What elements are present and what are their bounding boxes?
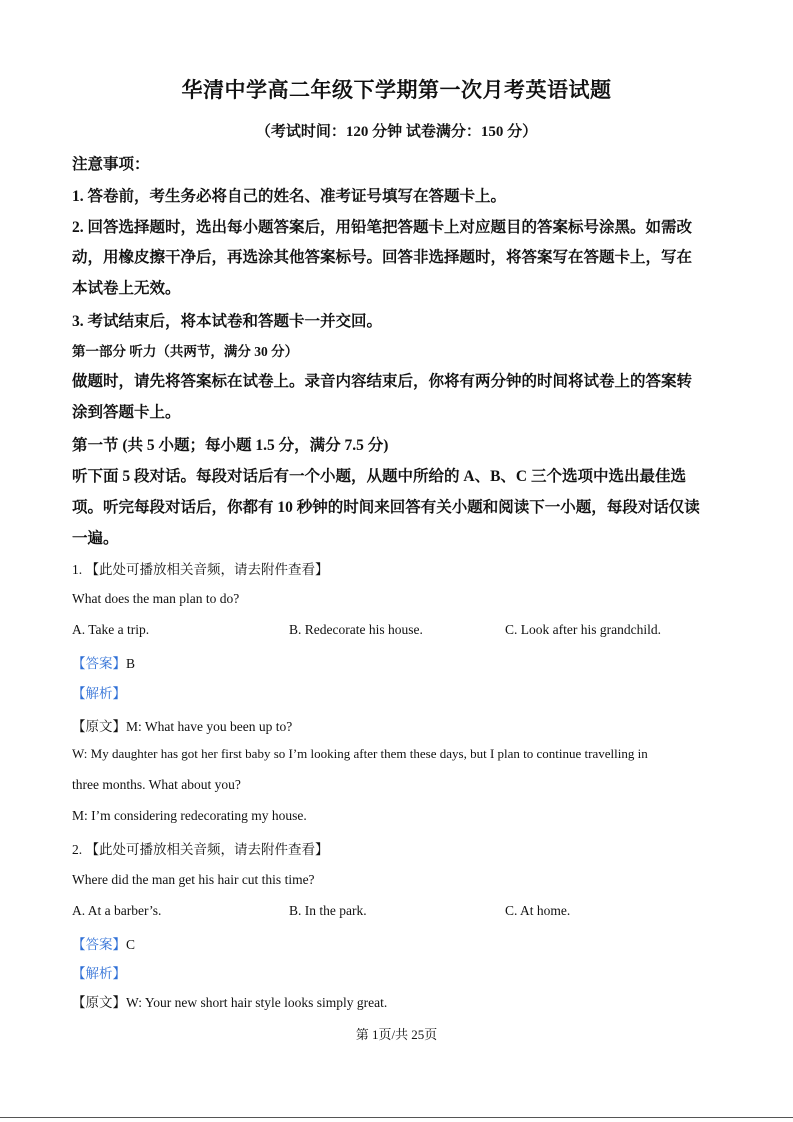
q1-transcript-line-2: W: My daughter has got her first baby so I’m looking after them these days, but I plan to continue travelling in	[72, 746, 648, 761]
q1-analysis-label: 【解析】	[72, 686, 126, 701]
q1-option-c: C. Look after his grandchild.	[505, 622, 661, 637]
q1-option-b: B. Redecorate his house.	[289, 622, 423, 637]
page-number: 第 1页/共 25页	[355, 1027, 438, 1042]
q2-original-label: 【原文】	[72, 995, 126, 1010]
notice-line-2: 2. 回答选择题时，选出每小题答案后，用铅笔把答题卡上对应题目的答案标号涂黑。如需改	[72, 219, 693, 236]
q2-option-b: B. In the park.	[289, 903, 367, 918]
q1-transcript-line-3: three months. What about you?	[72, 777, 241, 792]
q1-audio-link[interactable]: 1. 【此处可播放相关音频，请去附件查看】	[72, 562, 329, 577]
q2-analysis-label: 【解析】	[72, 966, 126, 981]
notice-line-3: 动，用橡皮擦干净后，再选涂其他答案标号。回答非选择题时，将答案写在答题卡上，写在	[72, 249, 693, 266]
q1-transcript-line-1	[72, 715, 292, 735]
q2-audio-link[interactable]: 2. 【此处可播放相关音频，请去附件查看】	[72, 842, 329, 857]
q1-option-a: A. Take a trip.	[72, 622, 150, 637]
q1-transcript-text-1: M: What have you been up to?	[126, 719, 293, 734]
q2-answer-label: 【答案】	[72, 937, 126, 952]
q1-question: What does the man plan to do?	[72, 591, 240, 606]
part1-instruction-2: 涂到答题卡上。	[72, 404, 181, 421]
q2-answer-value: C	[126, 937, 136, 952]
q2-question: Where did the man get his hair cut this time?	[72, 872, 315, 887]
notice-heading: 注意事项：	[72, 156, 150, 173]
q1-answer-label: 【答案】	[72, 656, 126, 671]
section1-instruction-2: 项。听完每段对话后，你都有 10 秒钟的时间来回答有关小题和阅读下一小题，每段对话仅读	[72, 499, 700, 516]
q2-option-a: A. At a barber’s.	[72, 903, 162, 918]
notice-line-1: 1. 答卷前，考生务必将自己的姓名、准考证号填写在答题卡上。	[72, 188, 507, 205]
q1-original-label: 【原文】	[72, 719, 126, 734]
q1-transcript-line-4: M: I’m considering redecorating my house.	[72, 808, 307, 823]
q2-answer	[72, 933, 135, 953]
q2-option-c: C. At home.	[505, 903, 571, 918]
page-bottom-divider	[0, 1117, 793, 1118]
part1-heading: 第一部分 听力（共两节，满分 30 分）	[72, 344, 299, 359]
q2-transcript-line-1	[72, 991, 387, 1011]
q2-transcript-text-1: W: Your new short hair style looks simply great.	[126, 995, 388, 1010]
notice-line-4: 本试卷上无效。	[72, 280, 181, 297]
q1-answer-value: B	[126, 656, 136, 671]
notice-line-5: 3. 考试结束后，将本试卷和答题卡一并交回。	[72, 313, 383, 330]
section1-instruction-1: 听下面 5 段对话。每段对话后有一个小题，从题中所给的 A、B、C 三个选项中选出最佳选	[72, 468, 686, 485]
exam-info: （考试时间：120 分钟 试卷满分：150 分）	[255, 124, 538, 140]
page-title: 华清中学高二年级下学期第一次月考英语试题	[181, 78, 612, 102]
section1-heading: 第一节 (共 5 小题；每小题 1.5 分，满分 7.5 分)	[72, 437, 389, 454]
section1-instruction-3: 一遍。	[72, 530, 119, 547]
part1-instruction-1: 做题时，请先将答案标在试卷上。录音内容结束后，你将有两分钟的时间将试卷上的答案转	[72, 373, 693, 390]
q1-answer	[72, 652, 135, 672]
